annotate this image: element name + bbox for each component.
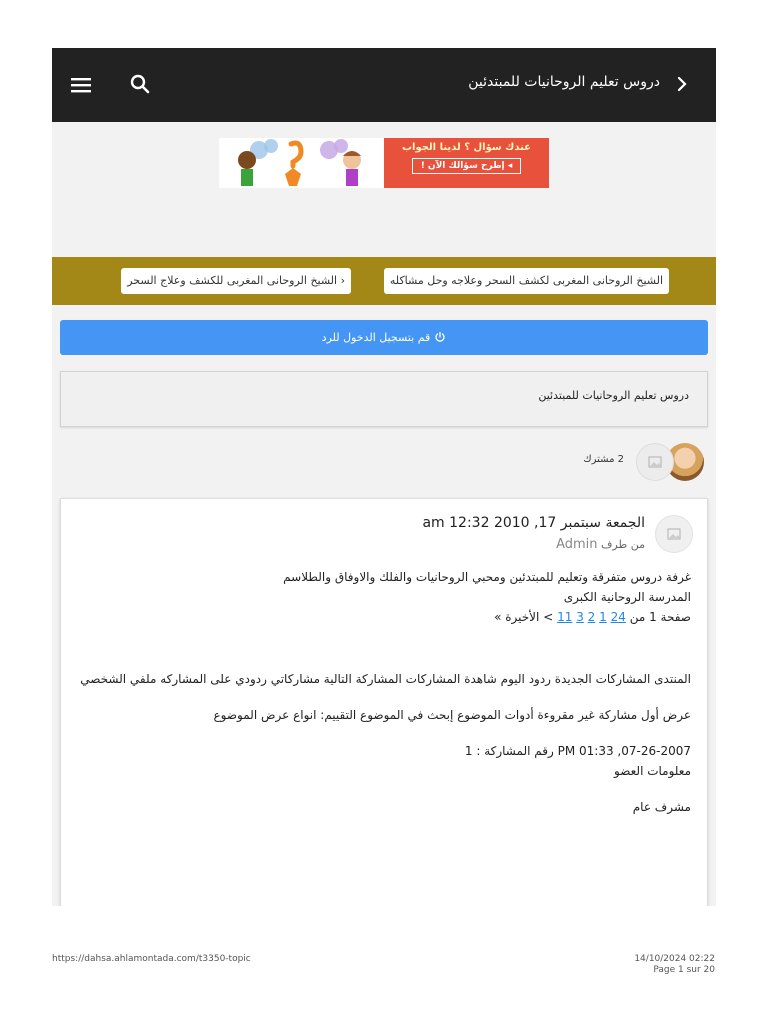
post-line-3: المنتدى المشاركات الجديدة ردود اليوم شاهدة المشاركات المشاركة التالية مشاركاتي ردودي على المشاركه ملفي الشخصي — [80, 672, 691, 686]
page-viewport — [52, 48, 716, 906]
banner-ask-panel[interactable] — [384, 138, 549, 188]
related-links-bar — [52, 257, 716, 305]
login-label: قم بتسجيل الدخول للرد — [321, 331, 431, 344]
pagination-prefix: صفحة 1 من — [629, 610, 691, 624]
pagination-next[interactable]: > — [543, 610, 554, 624]
page-link-3[interactable]: 3 — [576, 610, 584, 624]
page-title: دروس تعليم الروحانيات للمبتدئين — [468, 74, 660, 90]
pagination-total-link[interactable]: 24 — [610, 610, 626, 624]
chevron-right-icon[interactable] — [670, 72, 694, 96]
post-line-1: غرفة دروس متفرقة وتعليم للمبتدئين ومحبي الروحانيات والفلك والاوفاق والطلاسم — [283, 570, 691, 584]
print-footer-url: https://dahsa.ahlamontada.com/t3350-topic — [52, 954, 251, 964]
ad-banner[interactable] — [219, 138, 549, 188]
participants-count: 2 مشترك — [583, 454, 624, 465]
post-date: الجمعة سبتمبر 17, 2010 12:32 am — [422, 515, 645, 531]
top-app-bar — [52, 48, 716, 122]
pagination-last[interactable]: الأخيرة » — [494, 610, 540, 624]
post-line-5: 07-26-2007, 01:33 PM رقم المشاركة : 1 — [464, 744, 691, 758]
post-byline — [556, 537, 645, 552]
post-line-7: مشرف عام — [632, 800, 691, 814]
page-link-1[interactable]: 1 — [599, 610, 607, 624]
related-link-2[interactable] — [121, 268, 351, 294]
pagination — [75, 607, 691, 627]
image-placeholder-icon — [648, 456, 662, 468]
author-avatar[interactable] — [655, 515, 693, 553]
related-link-1[interactable]: الشيخ الروحانى المغربى لكشف السحر وعلاجه وحل مشاكله — [384, 268, 669, 294]
banner-illustration — [219, 138, 384, 188]
post-line-2: المدرسة الروحانية الكبرى — [563, 590, 691, 604]
byline-prefix: من طرف — [601, 538, 645, 551]
post-card — [60, 498, 708, 906]
image-placeholder-icon — [667, 528, 681, 540]
chevron-left-icon: ‹ — [337, 274, 345, 287]
participants-row[interactable] — [52, 441, 716, 483]
print-footer-page: Page 1 sur 20 — [653, 965, 715, 975]
page-link-2[interactable]: 2 — [587, 610, 596, 624]
participant-avatar-placeholder[interactable] — [636, 443, 674, 481]
author-name[interactable]: Admin — [556, 537, 598, 552]
print-footer-meta — [634, 954, 715, 976]
print-footer-datetime: 14/10/2024 02:22 — [634, 954, 715, 964]
ask-question-button[interactable]: ◂ إطرح سؤالك الآن ! — [412, 158, 522, 174]
login-to-reply-button[interactable] — [60, 320, 708, 355]
post-line-6: معلومات العضو — [614, 764, 691, 778]
power-icon — [434, 331, 446, 343]
related-link-2-label: الشيخ الروحانى المغربى للكشف وعلاج السحر — [127, 274, 338, 287]
search-icon[interactable] — [128, 72, 152, 96]
menu-icon[interactable] — [69, 73, 93, 97]
post-line-4: عرض أول مشاركة غير مقروءة أدوات الموضوع إبحث في الموضوع التقييم: انواع عرض الموضوع — [213, 708, 691, 722]
topic-title: دروس تعليم الروحانيات للمبتدئين — [538, 389, 689, 402]
banner-question: عندك سؤال ؟ لدينا الجواب — [401, 142, 532, 153]
topic-title-box — [60, 371, 708, 427]
post-body — [75, 567, 691, 817]
page-link-11[interactable]: 11 — [557, 610, 573, 624]
